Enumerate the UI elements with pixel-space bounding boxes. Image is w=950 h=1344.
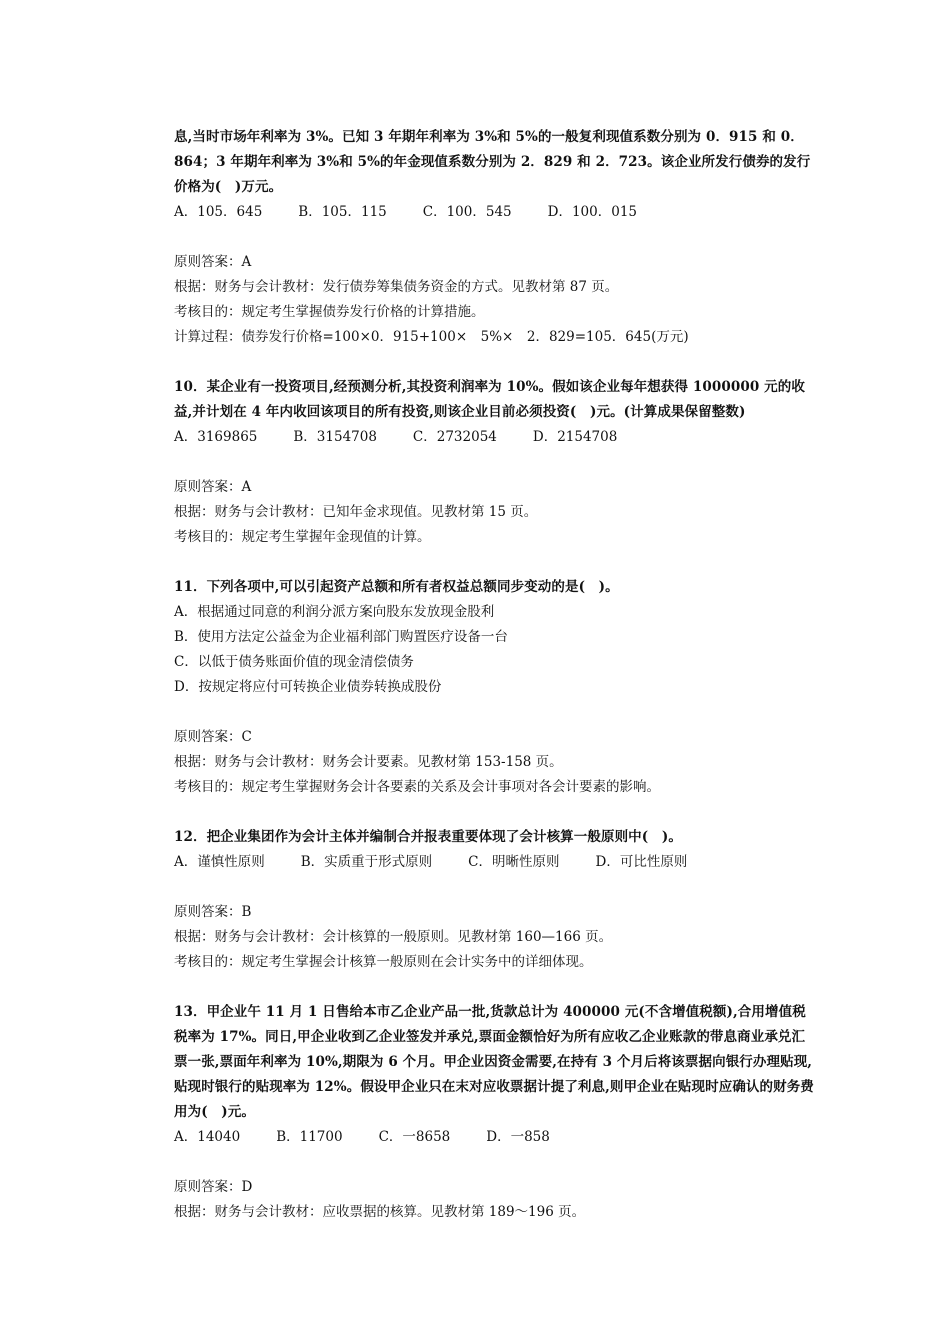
question-13-options <box>174 1125 814 1150</box>
question-9-calculation: 计算过程：债券发行价格=100×0．915+100× 5%× 2．829=105．645(万元) <box>174 329 689 345</box>
option-b: B．11700 <box>276 1129 343 1145</box>
question-12-text: 12．把企业集团作为会计主体并编制合并报表重要体现了会计核算一般原则中( )。 <box>174 829 682 845</box>
option-b: B．3154708 <box>293 429 377 445</box>
option-b: B．使用方法定公益金为企业福利部门购置医疗设备一台 <box>174 629 508 645</box>
option-a: A．根据通过同意的利润分派方案向股东发放现金股利 <box>174 604 495 620</box>
option-c: C．100．545 <box>422 204 512 220</box>
question-10-answer: 原则答案：A <box>174 479 252 495</box>
option-c: C．2732054 <box>412 429 497 445</box>
question-11-answer: 原则答案：C <box>174 729 252 745</box>
question-13-answer: 原则答案：D <box>174 1179 253 1195</box>
question-12-answer: 原则答案：B <box>174 904 252 920</box>
document-page <box>174 125 814 1225</box>
question-10-basis: 根据：财务与会计教材：已知年金求现值。见教材第 15 页。 <box>174 504 538 520</box>
option-d: D．按规定将应付可转换企业债券转换成股份 <box>174 679 442 695</box>
option-d: D．可比性原则 <box>595 854 688 870</box>
question-13-text: 13．甲企业午 11 月 1 日售给本市乙企业产品一批,货款总计为 400000 元(不含增值税额),合用增值税税率为 17%。同日,甲企业收到乙企业签发并承兑,票面金额恰好为所有应收乙企业账款的带息商业承兑汇票一张,票面年利率为 10%,期限为 6 个月。甲企业因资金需要,在持有 3 个月后将该票据向银行办理贴现,贴现时银行的贴现率为 12%。假设甲企业只在末对应收票据计提了利息,则甲企业在贴现时应确认的财务费用为( )元。 <box>174 1004 814 1120</box>
option-d: D．2154708 <box>532 429 618 445</box>
question-10-text: 10．某企业有一投资项目,经预测分析,其投资利润率为 10%。假如该企业每年想获得 1000000 元的收益,并计划在 4 年内收回该项目的所有投资,则该企业目前必须投资( )元。(计算成果保留整数) <box>174 379 805 420</box>
question-12-options <box>174 850 814 875</box>
question-9-goal: 考核目的：规定考生掌握债券发行价格的计算措施。 <box>174 304 485 320</box>
option-a: A．3169865 <box>174 429 258 445</box>
option-d: D．一858 <box>486 1129 550 1145</box>
question-9-text: 息,当时市场年利率为 3%。已知 3 年期年利率为 3%和 5%的一般复利现值系数分别为 0．915 和 0．864；3 年期年利率为 3%和 5%的年金现值系数分别为 2．829 和 2．723。该企业所发行债券的发行价格为( )万元。 <box>174 129 811 195</box>
question-13-basis: 根据：财务与会计教材：应收票据的核算。见教材第 189～196 页。 <box>174 1204 586 1220</box>
question-11-text: 11．下列各项中,可以引起资产总额和所有者权益总额同步变动的是( )。 <box>174 579 619 595</box>
question-10-goal: 考核目的：规定考生掌握年金现值的计算。 <box>174 529 431 545</box>
option-a: A．谨慎性原则 <box>174 854 265 870</box>
option-a: A．105．645 <box>174 204 263 220</box>
option-c: C．一8658 <box>378 1129 451 1145</box>
question-9-basis: 根据：财务与会计教材：发行债券筹集债务资金的方式。见教材第 87 页。 <box>174 279 619 295</box>
option-b: B．105．115 <box>298 204 387 220</box>
option-b: B．实质重于形式原则 <box>300 854 433 870</box>
option-c: C．明晰性原则 <box>468 854 560 870</box>
question-11-goal: 考核目的：规定考生掌握财务会计各要素的关系及会计事项对各会计要素的影响。 <box>174 779 660 795</box>
option-c: C．以低于债务账面价值的现金清偿债务 <box>174 654 414 670</box>
question-12-basis: 根据：财务与会计教材：会计核算的一般原则。见教材第 160—166 页。 <box>174 929 613 945</box>
question-10-options <box>174 425 814 450</box>
question-9-answer: 原则答案：A <box>174 254 252 270</box>
question-9-options <box>174 200 814 225</box>
option-a: A．14040 <box>174 1129 241 1145</box>
question-11-basis: 根据：财务与会计教材：财务会计要素。见教材第 153-158 页。 <box>174 754 563 770</box>
question-12-goal: 考核目的：规定考生掌握会计核算一般原则在会计实务中的详细体现。 <box>174 954 593 970</box>
option-d: D．100．015 <box>547 204 637 220</box>
